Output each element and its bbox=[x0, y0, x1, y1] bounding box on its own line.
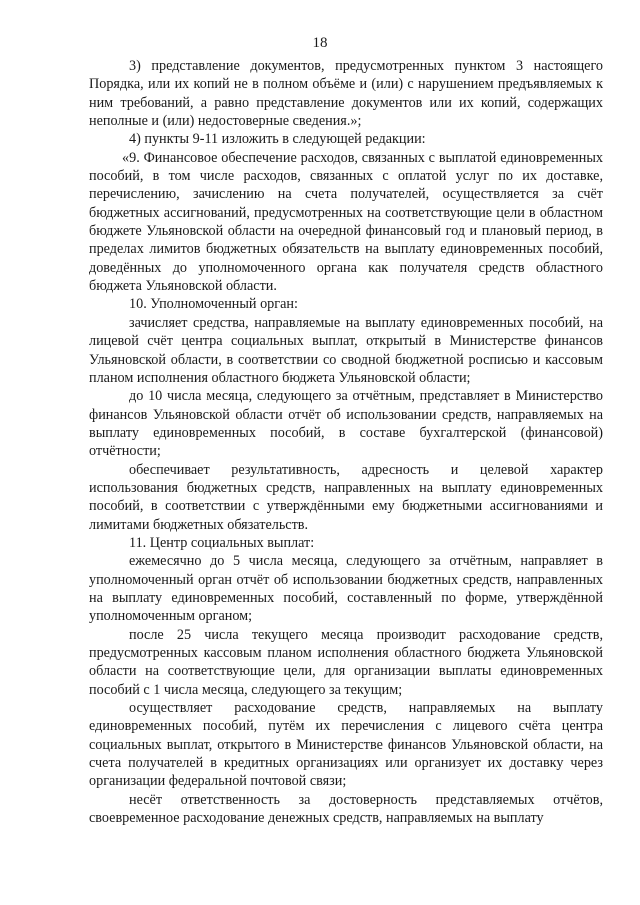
paragraph-clause-9: «9. Финансовое обеспечение расходов, связанных с выплатой единовременных пособий, в том числе расходов, связанных с оплатой услуг по их доставке, перечислению, зачислению на счета получателей, осуществляется за счёт бюджетных ассигнований, предусмотренных на соответствующие цели в областном бюджете Ульяновской области на очередной финансовый год и плановый период, в пределах лимитов бюджетных обязательств на выплату единовременных пособий, доведённых до уполномоченного органа как получателя средств областного бюджета Ульяновской области. bbox=[89, 149, 603, 295]
paragraph-clause-11-monthly: ежемесячно до 5 числа месяца, следующего за отчётным, направляет в уполномоченный орган отчёт об использовании бюджетных средств, направленных на выплату единовременных пособий, составленный по форме, утверждённой уполномоченным органом; bbox=[89, 553, 603, 625]
paragraph-clause-11-spending: осуществляет расходование средств, направляемых на выплату единовременных пособий, путём их перечисления с лицевого счёта центра социальных выплат, открытого в Министерстве финансов Ульяновской области, на счета получателей в кредитных организациях или организует их доставку через организации федеральной почтовой связи; bbox=[89, 700, 603, 790]
paragraph-item-3: 3) представление документов, предусмотренных пунктом 3 настоящего Порядка, или их копий не в полном объёме и (или) с нарушением предъявляемых к ним требований, а равно представление документов или их копий, содержащих неполные и (или) недостоверные сведения.»; bbox=[89, 58, 603, 130]
paragraph-clause-11-after-25: после 25 числа текущего месяца производит расходование средств, предусмотренных кассовым планом исполнения областного бюджета Ульяновской области на соответствующие цели, для организации выплаты единовременных пособий с 1 числа месяца, следующего за текущим; bbox=[89, 626, 603, 698]
paragraph-amendment-4: 4) пункты 9-11 изложить в следующей редакции: bbox=[129, 131, 426, 148]
paragraph-clause-11-heading: 11. Центр социальных выплат: bbox=[129, 534, 315, 551]
page-number: 18 bbox=[312, 35, 328, 51]
document-body bbox=[89, 57, 603, 827]
paragraph-clause-10-ensure: обеспечивает результативность, адресность и целевой характер использования бюджетных средств, направленных на выплату единовременных пособий, в соответствии с утверждёнными ему бюджетными ассигнованиями и лимитами бюджетных обязательств. bbox=[89, 461, 603, 533]
paragraph-clause-10-heading: 10. Уполномоченный орган: bbox=[129, 296, 298, 313]
paragraph-clause-10-report: до 10 числа месяца, следующего за отчётным, представляет в Министерство финансов Ульяновской области отчёт об использовании средств, направляемых на выплату единовременных пособий, в составе бухгалтерской (финансовой) отчётности; bbox=[89, 388, 603, 460]
paragraph-clause-11-responsibility: несёт ответственность за достоверность представляемых отчётов, своевременное расходование денежных средств, направляемых на выплату bbox=[89, 791, 603, 827]
paragraph-clause-10-credit: зачисляет средства, направляемые на выплату единовременных пособий, на лицевой счёт центра социальных выплат, открытый в Министерстве финансов Ульяновской области, в соответствии со сводной бюджетной росписью и кассовым планом исполнения областного бюджета Ульяновской области; bbox=[89, 314, 603, 386]
